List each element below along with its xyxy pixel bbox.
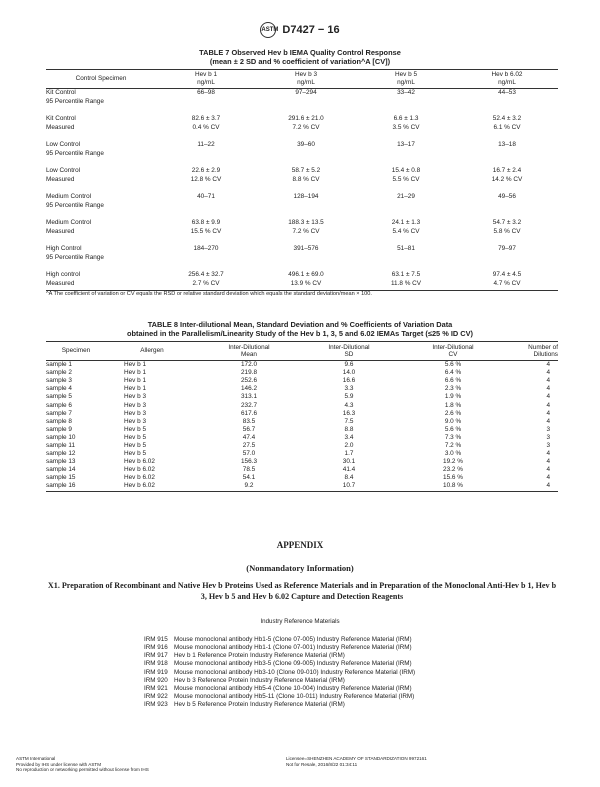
table-cell: 44–53 — [498, 89, 516, 96]
table8-col-header — [106, 342, 198, 361]
header-line: ng/mL — [397, 79, 415, 86]
header-line: Mean — [241, 351, 257, 358]
irm-code: IRM 919 — [144, 668, 168, 676]
table7-col-header — [156, 70, 256, 89]
irm-description: Hev b 3 Reference Protein Industry Reference Material (IRM) — [174, 676, 345, 684]
page-header — [0, 22, 600, 38]
table-cell: 54.7 ± 3.2 — [492, 219, 522, 226]
table-cell: 13–18 — [498, 141, 516, 148]
table-cell: Hev b 6.02 — [106, 482, 198, 491]
table-cell: 10.7 — [300, 482, 398, 491]
irm-description: Mouse monoclonal antibody Hb5-11 (Clone 10-011) Industry Reference Material (IRM) — [174, 693, 415, 701]
table-cell: 63.1 ± 7.5 — [391, 271, 421, 278]
table-row — [46, 401, 558, 409]
table-cell: 3.4 — [344, 433, 354, 441]
header-line: Hev b 1 — [194, 71, 218, 78]
table-cell: sample 12 — [46, 450, 76, 458]
table-cell: 4 — [546, 361, 550, 369]
header-line: Inter-Dilutional — [432, 343, 474, 351]
row-label: 95 Percentile Range — [46, 202, 104, 209]
table-row — [46, 426, 558, 434]
list-item — [144, 701, 415, 709]
table-cell: Hev b 1 — [124, 385, 147, 393]
table-cell: 19.2 % — [443, 458, 463, 466]
table-row — [46, 466, 558, 474]
table-cell: 11–22 — [197, 141, 215, 148]
table-cell: sample 5 — [46, 393, 72, 401]
table-cell: 54.1 — [242, 474, 256, 482]
table-row — [46, 434, 558, 442]
table-cell: 14.0 — [342, 369, 356, 377]
header-line: Number of — [528, 343, 558, 351]
table-cell: 2.7 % CV — [156, 280, 256, 291]
row-label: Kit Control — [46, 115, 76, 122]
table-cell: 2.3 % — [444, 385, 462, 393]
table7-body — [46, 89, 558, 291]
row-label: Medium Control — [46, 193, 92, 200]
header-line: ng/mL — [297, 79, 315, 86]
irm-code: IRM 915 — [144, 636, 168, 643]
table-cell: Hev b 3 — [124, 409, 147, 417]
table-cell: 51–81 — [397, 245, 415, 252]
table-cell: 33–42 — [397, 89, 415, 96]
table-cell — [256, 202, 356, 211]
table-cell: 3.3 — [344, 385, 354, 393]
row-label: Kit Control — [46, 89, 76, 96]
table-cell: 23.2 % — [443, 466, 463, 474]
table-cell: sample 10 — [46, 433, 76, 441]
irm-description: Mouse monoclonal antibody Hb1-5 (Clone 07-005) Industry Reference Material (IRM) — [174, 636, 412, 643]
table8-title: TABLE 8 Inter-dilutional Mean, Standard Deviation and % Coefficients of Variation Data obtained in the Parallelism/Linearity Study of the Hev b 1, 3, 5 and 6.02 IEMAs Target (≤25 % ID CV) — [126, 320, 474, 338]
table-cell: sample 3 — [46, 377, 72, 385]
row-label: 95 Percentile Range — [46, 150, 104, 157]
table-cell: Hev b 5 — [124, 433, 147, 441]
header-line: Inter-Dilutional — [228, 343, 270, 351]
table-cell: 4 — [546, 369, 550, 377]
table-cell: 6.6 % — [444, 377, 462, 385]
table-cell: 9.6 — [344, 361, 354, 369]
table-row — [46, 361, 558, 370]
table-cell: 7.5 — [344, 417, 354, 425]
table-cell: 15.4 ± 0.8 — [391, 167, 421, 174]
table-cell: 7.2 % — [444, 441, 462, 449]
table-cell: 6.6 ± 1.3 — [393, 115, 419, 122]
irm-description: Mouse monoclonal antibody Hb3-5 (Clone 09-005) Industry Reference Material (IRM) — [174, 660, 412, 668]
irm-description: Hev b 1 Reference Protein Industry Reference Material (IRM) — [174, 652, 345, 660]
irm-description: Mouse monoclonal antibody Hb5-4 (Clone 10-004) Industry Reference Material (IRM) — [174, 684, 412, 692]
table8-col-header — [508, 342, 558, 361]
table7-row — [46, 176, 558, 185]
table-cell: Hev b 1 — [124, 361, 147, 369]
table-cell: 4 — [546, 474, 550, 482]
table-cell: 617.6 — [241, 409, 257, 417]
table7-row — [46, 124, 558, 133]
header-line: Control Specimen — [75, 75, 127, 82]
table-cell: sample 4 — [46, 385, 72, 393]
table-cell: Hev b 5 — [124, 450, 147, 458]
footer-left — [16, 756, 149, 773]
row-label: Measured — [46, 228, 75, 235]
table-cell — [156, 202, 256, 211]
table-cell: 5.6 % — [444, 425, 462, 433]
table8-header — [46, 342, 558, 361]
list-item — [144, 660, 415, 668]
section-x1-heading: X1. Preparation of Recombinant and Native Hev b Proteins Used as Reference Materials and in Preparation of the Monoclonal Anti-Hev b 1, Hev b 3, Hev b 5 and Hev b 6.02 Capture and Detection Reagents — [47, 581, 557, 601]
table7-col-header — [256, 70, 356, 89]
table-cell: 291.6 ± 21.0 — [288, 115, 324, 122]
table-cell: 184–270 — [193, 245, 219, 252]
table-cell: 39–60 — [297, 141, 315, 148]
row-label: High control — [46, 271, 81, 278]
row-label: High Control — [46, 245, 82, 252]
table-cell: 83.5 — [242, 417, 256, 425]
table-cell: 9.2 — [198, 482, 300, 491]
irm-code: IRM 922 — [144, 693, 168, 701]
table-cell: 188.3 ± 13.5 — [288, 219, 324, 226]
table-cell: sample 14 — [46, 466, 76, 474]
table-cell: 56.7 — [242, 425, 256, 433]
table-cell: Hev b 3 — [124, 417, 147, 425]
table-cell — [456, 202, 558, 211]
irm-code: IRM 921 — [144, 684, 168, 692]
table-cell: Hev b 1 — [124, 369, 147, 377]
table-cell: 82.6 ± 3.7 — [191, 115, 221, 122]
table-cell: 8.4 — [344, 474, 354, 482]
irm-heading: Industry Reference Materials — [260, 618, 340, 625]
table-cell: Hev b 6.02 — [124, 466, 155, 474]
table-row — [46, 377, 558, 385]
table-row — [46, 474, 558, 482]
table-row — [46, 410, 558, 418]
table8 — [46, 341, 558, 492]
appendix-subtitle: (Nonmandatory Information) — [246, 563, 354, 573]
table-cell: 5.9 — [344, 393, 354, 401]
table-cell — [356, 202, 456, 211]
table-cell: 4 — [546, 450, 550, 458]
footer-line: ASTM International — [16, 756, 56, 761]
irm-list — [144, 636, 415, 709]
table7-header-row — [46, 70, 558, 89]
table-row — [46, 385, 558, 393]
table7-title: TABLE 7 Observed Hev b IEMA Quality Control Response (mean ± 2 SD and % coefficient of variation^A [CV]) — [199, 48, 401, 66]
table7-row — [46, 237, 558, 254]
table7-footnote: ^A The coefficient of variation or CV equals the RSD or relative standard deviation which equals the standard deviation/mean × 100. — [46, 291, 372, 297]
table7-row — [46, 107, 558, 124]
table-cell: 0.4 % CV — [192, 124, 220, 131]
table-cell: 156.3 — [241, 458, 257, 466]
header-line: Hev b 3 — [294, 71, 318, 78]
list-item — [144, 693, 415, 701]
table-cell: 4 — [546, 409, 550, 417]
table-cell: 5.5 % CV — [392, 176, 420, 183]
table-cell: sample 9 — [46, 425, 72, 433]
table-cell: sample 16 — [46, 482, 106, 491]
irm-code: IRM 917 — [144, 652, 168, 660]
table-cell — [356, 150, 456, 159]
table-cell: 58.7 ± 5.2 — [291, 167, 321, 174]
table-cell: 11.8 % CV — [356, 280, 456, 291]
row-label: 95 Percentile Range — [46, 254, 104, 261]
list-item — [144, 652, 415, 660]
table-cell: 47.4 — [242, 433, 256, 441]
table-cell: 3 — [546, 441, 550, 449]
table-cell: 8.8 — [344, 425, 354, 433]
table-cell — [256, 150, 356, 159]
header-line: Hev b 5 — [394, 71, 418, 78]
table-cell — [356, 98, 456, 107]
footer-line: Provided by IHS under license with ASTM — [16, 761, 102, 767]
table8-col-header — [398, 342, 508, 361]
table-cell: 219.8 — [241, 369, 257, 377]
table7-col-header — [356, 70, 456, 89]
table-cell: Hev b 6.02 — [124, 458, 155, 466]
table-cell — [456, 98, 558, 107]
table7-col-header — [456, 70, 558, 89]
irm-code: IRM 916 — [144, 644, 168, 652]
table-cell: 4.3 — [344, 401, 354, 409]
table-cell: 2.6 % — [444, 409, 462, 417]
row-label: Medium Control — [46, 219, 92, 226]
table8-header-row — [46, 342, 558, 361]
table-cell: 16.7 ± 2.4 — [492, 167, 522, 174]
table-cell: 5.4 % CV — [392, 228, 420, 235]
table-cell: 4 — [546, 466, 550, 474]
table-cell: 97–294 — [295, 89, 317, 96]
table-cell: 97.4 ± 4.5 — [492, 271, 522, 278]
list-item — [144, 669, 415, 677]
table-cell: 8.8 % CV — [292, 176, 320, 183]
table-cell: 146.2 — [241, 385, 257, 393]
table-cell — [456, 150, 558, 159]
table7-row — [46, 98, 558, 107]
table7-row — [46, 133, 558, 150]
row-label: 95 Percentile Range — [46, 98, 104, 105]
table-cell: 12.8 % CV — [190, 176, 222, 183]
table-cell: 24.1 ± 1.3 — [391, 219, 421, 226]
astm-logo-icon: ASTM — [260, 22, 276, 38]
table-cell: 313.1 — [241, 393, 257, 401]
table7-row — [46, 280, 558, 291]
irm-description: Mouse monoclonal antibody Hb3-10 (Clone 09-010) Industry Reference Material (IRM) — [174, 668, 416, 676]
table-cell: 391–576 — [293, 245, 319, 252]
table-cell: Hev b 3 — [124, 393, 147, 401]
table-cell: 13.9 % CV — [256, 280, 356, 291]
table-cell: 10.8 % — [398, 482, 508, 491]
table-cell: 15.6 % — [443, 474, 463, 482]
table-cell: 5.8 % CV — [493, 228, 521, 235]
table-cell: 16.6 — [342, 377, 356, 385]
table-row — [46, 450, 558, 458]
irm-code: IRM 918 — [144, 660, 168, 668]
list-item — [144, 685, 415, 693]
table-row — [46, 418, 558, 426]
header-line: CV — [448, 351, 458, 358]
table-cell: 3 — [546, 433, 550, 441]
table7-row — [46, 211, 558, 228]
table-cell: 252.6 — [241, 377, 257, 385]
table-cell: 41.4 — [342, 466, 356, 474]
table-cell — [156, 254, 256, 263]
table-cell: 49–56 — [498, 193, 516, 200]
table-cell: 78.5 — [242, 466, 256, 474]
table-cell: 172.0 — [241, 361, 257, 369]
header-line: Hev b 6.02 — [491, 71, 523, 78]
table-cell: Hev b 5 — [124, 425, 147, 433]
table-cell: 57.0 — [242, 450, 256, 458]
table7 — [46, 69, 558, 291]
table-cell: 1.9 % — [444, 393, 462, 401]
table-cell — [156, 150, 256, 159]
list-item — [144, 636, 415, 644]
table-cell: sample 15 — [46, 474, 76, 482]
table8-body — [46, 361, 558, 492]
table-cell — [256, 98, 356, 107]
table-cell: 256.4 ± 32.7 — [188, 271, 224, 278]
header-line: ng/mL — [197, 79, 215, 86]
table-cell: Hev b 5 — [124, 441, 147, 449]
table-cell: 3.5 % CV — [392, 124, 420, 131]
header-line: SD — [344, 351, 354, 358]
list-item — [144, 677, 415, 685]
table-cell: 7.2 % CV — [292, 228, 320, 235]
table7-row — [46, 228, 558, 237]
footer-line: Not for Resale, 2016/8/22 01:34:11 — [286, 761, 358, 767]
table-cell: 6.4 % — [444, 369, 462, 377]
table-cell: 6.1 % CV — [493, 124, 521, 131]
table-cell: 4 — [546, 377, 550, 385]
table-cell: 16.3 — [342, 409, 356, 417]
header-line: Dilutions — [533, 351, 558, 358]
row-label: Low Control — [46, 167, 81, 174]
table-cell: sample 8 — [46, 417, 72, 425]
table-row — [46, 442, 558, 450]
irm-description: Hev b 5 Reference Protein Industry Reference Material (IRM) — [174, 701, 345, 709]
table-cell: 4 — [546, 401, 550, 409]
table-row — [46, 482, 558, 491]
table-cell: 27.5 — [242, 441, 256, 449]
table-cell: Hev b 3 — [124, 401, 147, 409]
table7-row — [46, 89, 558, 99]
row-label: Low Control — [46, 141, 81, 148]
table-cell: sample 1 — [46, 361, 72, 369]
table7-header — [46, 70, 558, 89]
table-cell: Hev b 1 — [124, 377, 147, 385]
table-cell: 496.1 ± 69.0 — [288, 271, 324, 278]
table-cell: 22.6 ± 2.9 — [191, 167, 221, 174]
table-cell: 3 — [546, 425, 550, 433]
table-cell: 5.6 % — [444, 361, 462, 369]
table7-col-header — [46, 70, 156, 89]
table-row — [46, 458, 558, 466]
table-cell — [256, 254, 356, 263]
table-cell: 14.2 % CV — [491, 176, 523, 183]
table-cell: 7.3 % — [444, 433, 462, 441]
appendix-title: APPENDIX — [276, 540, 324, 550]
header-line: Specimen — [61, 347, 91, 355]
table-cell: 15.5 % CV — [190, 228, 222, 235]
table-cell: 128–194 — [293, 193, 319, 200]
irm-code: IRM 920 — [144, 676, 168, 684]
table-cell: sample 2 — [46, 369, 72, 377]
table-cell: 4 — [508, 482, 558, 491]
list-item — [144, 644, 415, 652]
table-cell — [456, 254, 558, 263]
table-cell: 40–71 — [197, 193, 215, 200]
header-line: Inter-Dilutional — [328, 343, 370, 351]
table8-col-header — [46, 342, 106, 361]
table-cell: 66–98 — [197, 89, 215, 96]
table-cell: Hev b 6.02 — [124, 474, 155, 482]
table-cell: sample 13 — [46, 458, 76, 466]
table-cell: sample 6 — [46, 401, 72, 409]
table-cell: 9.0 % — [444, 417, 462, 425]
table8-col-header — [300, 342, 398, 361]
table-cell: sample 7 — [46, 409, 72, 417]
table-row — [46, 369, 558, 377]
footer-right — [286, 756, 427, 767]
table-cell: 7.2 % CV — [292, 124, 320, 131]
table-cell: 4 — [546, 385, 550, 393]
table-cell: 52.4 ± 3.2 — [492, 115, 522, 122]
header-line: ng/mL — [498, 79, 516, 86]
footer-line: Licensee=SHENZHEN ACADEMY OF STANDARDIZATION 9972161 — [286, 756, 427, 761]
table7-row — [46, 254, 558, 263]
footer-line: No reproduction or networking permitted without license from IHS — [16, 767, 149, 773]
table7-row — [46, 263, 558, 280]
row-label: Measured — [46, 176, 75, 183]
table7-row — [46, 159, 558, 176]
table-row — [46, 393, 558, 401]
table-cell: 4 — [546, 458, 550, 466]
table-cell: 21–29 — [397, 193, 415, 200]
table-cell: 79–97 — [498, 245, 516, 252]
header-line: Allergen — [140, 347, 164, 355]
irm-code: IRM 923 — [144, 701, 168, 709]
table8-col-header — [198, 342, 300, 361]
table-cell: 63.8 ± 9.9 — [191, 219, 221, 226]
table7-row — [46, 185, 558, 202]
table-cell: 30.1 — [342, 458, 356, 466]
table-cell: 2.0 — [344, 441, 354, 449]
table-cell: 4.7 % CV — [456, 280, 558, 291]
irm-description: Mouse monoclonal antibody Hb1-1 (Clone 07-001) Industry Reference Material (IRM) — [174, 644, 412, 652]
row-label: Measured — [46, 124, 75, 131]
table-cell: sample 11 — [46, 441, 76, 449]
table-cell: 1.7 — [344, 450, 354, 458]
table-cell — [356, 254, 456, 263]
designation: D7427 − 16 — [282, 23, 340, 36]
table-cell — [156, 98, 256, 107]
table-cell: 13–17 — [397, 141, 415, 148]
table-cell: 4 — [546, 393, 550, 401]
table7-row — [46, 202, 558, 211]
table-cell: 1.8 % — [444, 401, 462, 409]
table-cell: 232.7 — [241, 401, 257, 409]
table-cell: 3.0 % — [444, 450, 462, 458]
row-label: Measured — [46, 280, 156, 291]
table7-row — [46, 150, 558, 159]
table-cell: 4 — [546, 417, 550, 425]
